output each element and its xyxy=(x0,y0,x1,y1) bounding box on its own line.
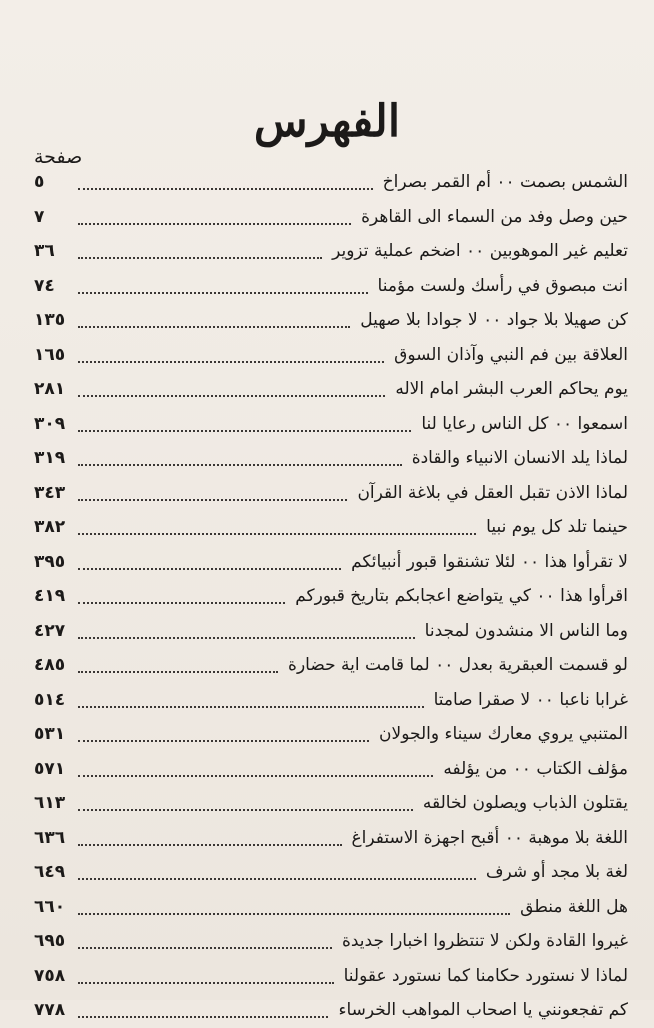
toc-entry-title: لو قسمت العبقرية بعدل ٠٠ لما قامت اية حضارة xyxy=(288,655,628,676)
toc-entry-title: مؤلف الكتاب ٠٠ من يؤلفه xyxy=(443,758,628,779)
toc-entry xyxy=(34,545,628,580)
page-title: الفهرس xyxy=(253,96,401,147)
toc-entry-title: غرابا ناعبا ٠٠ لا صقرا صامتا xyxy=(433,689,628,710)
dot-leader xyxy=(78,602,285,604)
toc-entry-page-number: ١٦٥ xyxy=(34,344,66,365)
dot-leader xyxy=(78,533,476,535)
dot-leader xyxy=(78,671,278,673)
toc-entry-title: غيروا القادة ولكن لا تنتظروا اخبارا جديدة xyxy=(341,931,628,952)
dot-leader xyxy=(78,430,411,432)
toc-entry-page-number: ٧ xyxy=(34,206,45,227)
toc-entry-page-number: ١٣٥ xyxy=(34,310,66,331)
dot-leader xyxy=(78,361,384,363)
toc-entry-title: يوم يحاكم العرب البشر امام الاله xyxy=(395,379,628,400)
toc-entry-page-number: ٤٨٥ xyxy=(34,655,66,676)
toc-entry-page-number: ٤١٩ xyxy=(34,586,66,607)
toc-entry-title: كم تفجعونني يا اصحاب المواهب الخرساء xyxy=(338,1000,628,1021)
toc-entry-page-number: ٣٨٢ xyxy=(34,517,66,538)
toc-entry-title: حين وصل وفد من السماء الى القاهرة xyxy=(361,206,628,227)
toc-entry-title: المتنبي يروي معارك سيناء والجولان xyxy=(379,724,628,745)
dot-leader xyxy=(78,809,413,811)
toc-entry xyxy=(34,717,628,752)
toc-entry-page-number: ٥٧١ xyxy=(34,758,66,779)
toc-entry-page-number: ٧٥٨ xyxy=(34,965,66,986)
toc-entry xyxy=(34,200,628,235)
dot-leader xyxy=(78,395,385,397)
toc-entry-page-number: ٣٤٣ xyxy=(34,482,66,503)
toc-entry xyxy=(34,165,628,200)
dot-leader xyxy=(78,326,350,328)
toc-entry xyxy=(34,234,628,269)
dot-leader xyxy=(78,1016,328,1018)
toc-entry-page-number: ٤٢٧ xyxy=(34,620,66,641)
toc-entry xyxy=(34,476,628,511)
dot-leader xyxy=(78,913,510,915)
dot-leader xyxy=(78,568,341,570)
toc-entry-title: هل اللغة منطق xyxy=(520,896,628,917)
toc-entry-title: لماذا الاذن تقبل العقل في بلاغة القرآن xyxy=(357,482,628,503)
toc-entry-title: تعليم غير الموهوبين ٠٠ اضخم عملية تزوير xyxy=(332,241,628,262)
toc-entry xyxy=(34,407,628,442)
toc-entry-page-number: ٦٤٩ xyxy=(34,862,66,883)
dot-leader xyxy=(78,844,342,846)
table-of-contents xyxy=(34,165,628,1028)
dot-leader xyxy=(78,292,368,294)
dot-leader xyxy=(78,464,402,466)
toc-entry-title: اقرأوا هذا ٠٠ كي يتواضع اعجابكم بتاريخ قبوركم xyxy=(295,586,628,607)
toc-entry xyxy=(34,993,628,1028)
toc-entry-page-number: ٧٧٨ xyxy=(34,1000,66,1021)
dot-leader xyxy=(78,637,415,639)
toc-entry xyxy=(34,510,628,545)
toc-entry xyxy=(34,855,628,890)
dot-leader xyxy=(78,223,351,225)
toc-entry xyxy=(34,959,628,994)
toc-entry-page-number: ٦٩٥ xyxy=(34,931,66,952)
toc-entry xyxy=(34,924,628,959)
toc-entry-title: لا تقرأوا هذا ٠٠ لئلا تشنقوا قبور أنبيائكم xyxy=(351,551,628,572)
toc-entry-page-number: ٥١٤ xyxy=(34,689,66,710)
toc-entry-page-number: ٣١٩ xyxy=(34,448,66,469)
toc-entry-title: لماذا يلد الانسان الانبياء والقادة xyxy=(411,448,628,469)
toc-entry xyxy=(34,372,628,407)
toc-entry xyxy=(34,579,628,614)
toc-entry-page-number: ٦٣٦ xyxy=(34,827,66,848)
toc-entry-page-number: ٦١٣ xyxy=(34,793,66,814)
toc-entry-page-number: ٧٤ xyxy=(34,275,55,296)
toc-entry xyxy=(34,303,628,338)
dot-leader xyxy=(78,878,476,880)
toc-entry-title: انت مبصوق في رأسك ولست مؤمنا xyxy=(377,275,628,296)
toc-entry xyxy=(34,648,628,683)
toc-entry-page-number: ٥ xyxy=(34,172,45,193)
toc-entry-title: كن صهيلا بلا جواد ٠٠ لا جوادا بلا صهيل xyxy=(360,310,628,331)
toc-entry-page-number: ٣٦ xyxy=(34,241,55,262)
toc-entry-title: اسمعوا ٠٠ كل الناس رعايا لنا xyxy=(421,413,628,434)
toc-entry-title: حينما تلد كل يوم نبيا xyxy=(486,517,628,538)
dot-leader xyxy=(78,499,347,501)
dot-leader xyxy=(78,706,424,708)
toc-entry xyxy=(34,441,628,476)
toc-entry-title: العلاقة بين فم النبي وآذان السوق xyxy=(394,344,628,365)
toc-entry-page-number: ٦٦٠ xyxy=(34,896,66,917)
toc-entry-page-number: ٢٨١ xyxy=(34,379,66,400)
toc-entry xyxy=(34,786,628,821)
toc-entry xyxy=(34,752,628,787)
dot-leader xyxy=(78,257,322,259)
toc-entry xyxy=(34,614,628,649)
dot-leader xyxy=(78,982,334,984)
toc-entry xyxy=(34,338,628,373)
toc-entry xyxy=(34,890,628,925)
toc-entry xyxy=(34,269,628,304)
dot-leader xyxy=(78,740,369,742)
page-column-header: صفحة xyxy=(34,146,83,168)
dot-leader xyxy=(78,188,373,190)
dot-leader xyxy=(78,947,332,949)
toc-entry-title: اللغة بلا موهبة ٠٠ أقبح اجهزة الاستفراغ xyxy=(351,827,628,848)
toc-entry-page-number: ٣٠٩ xyxy=(34,413,66,434)
toc-entry-page-number: ٥٣١ xyxy=(34,724,66,745)
toc-entry-title: يقتلون الذباب ويصلون لخالقه xyxy=(422,793,628,814)
toc-entry-title: لماذا لا نستورد حكامنا كما نستورد عقولنا xyxy=(343,965,628,986)
toc-entry-title: لغة بلا مجد أو شرف xyxy=(485,862,628,883)
toc-entry-page-number: ٣٩٥ xyxy=(34,551,66,572)
toc-entry xyxy=(34,683,628,718)
dot-leader xyxy=(78,775,433,777)
toc-entry xyxy=(34,821,628,856)
toc-entry-title: وما الناس الا منشدون لمجدنا xyxy=(424,620,628,641)
toc-entry-title: الشمس بصمت ٠٠ أم القمر بصراخ xyxy=(382,172,628,193)
